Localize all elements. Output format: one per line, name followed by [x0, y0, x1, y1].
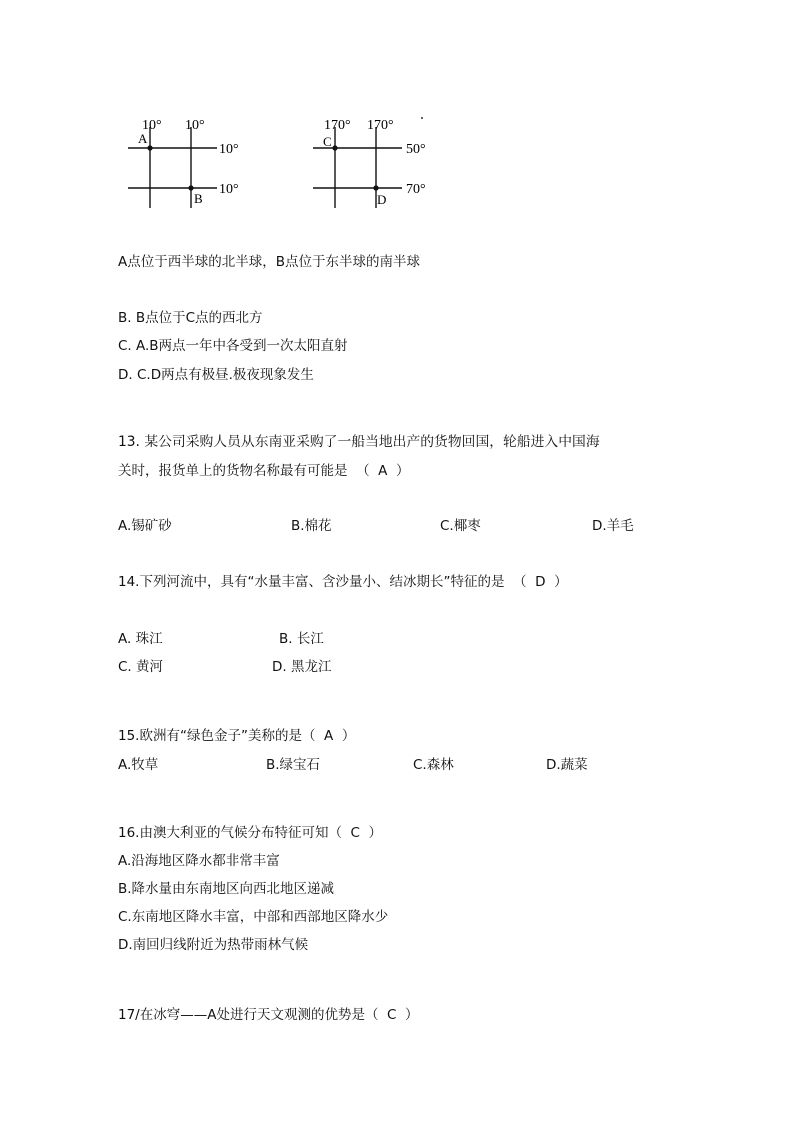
q16-stem: 16.由澳大利亚的气候分布特征可知（ C ）	[118, 825, 383, 841]
right-label: 70°	[406, 182, 426, 197]
top-label: 10°	[142, 118, 162, 133]
q12-option-d: D. C.D两点有极昼.极夜现象发生	[118, 367, 314, 383]
top-label: 170°	[367, 118, 394, 133]
q15-option-a: A.牧草	[118, 757, 159, 773]
point-a-dot	[147, 145, 152, 150]
q12-option-a: A点位于西半球的北半球，B点位于东半球的南半球	[118, 254, 420, 270]
q13-option-c: C.椰枣	[440, 518, 481, 534]
q15-option-d: D.蔬菜	[546, 757, 588, 773]
q16-option-c: C.东南地区降水丰富，中部和西部地区降水少	[118, 909, 389, 925]
q13-option-d: D.羊毛	[592, 518, 634, 534]
q13-stem-line2: 关时，报货单上的货物名称最有可能是 （ A ）	[118, 463, 410, 479]
grid-diagram-right	[310, 112, 450, 212]
point-label-c: C	[323, 134, 332, 149]
q12-option-c: C. A.B两点一年中各受到一次太阳直射	[118, 338, 348, 354]
point-label-d: D	[377, 192, 387, 207]
top-label: 170°	[324, 118, 351, 133]
q15-stem: 15.欧洲有“绿色金子”美称的是（ A ）	[118, 728, 356, 744]
top-label: 10°	[185, 118, 205, 133]
q12-option-b: B. B点位于C点的西北方	[118, 310, 263, 326]
point-label-a: A	[138, 131, 148, 146]
q16-option-d: D.南回归线附近为热带雨林气候	[118, 937, 309, 953]
q14-option-b: B. 长江	[279, 631, 324, 647]
right-label: 10°	[219, 142, 239, 157]
q15-option-b: B.绿宝石	[266, 757, 321, 773]
q16-option-b: B.降水量由东南地区向西北地区递减	[118, 881, 335, 897]
q16-option-a: A.沿海地区降水都非常丰富	[118, 853, 280, 869]
right-label: 10°	[219, 182, 239, 197]
right-label: 50°	[406, 142, 426, 157]
q14-stem: 14.下列河流中，具有“水量丰富、含沙量小、结冰期长”特征的是 （ D ）	[118, 574, 568, 590]
point-d-dot	[373, 185, 378, 190]
q13-stem-line1: 13. 某公司采购人员从东南亚采购了一船当地出产的货物回国，轮船进入中国海	[118, 434, 600, 450]
q17-stem: 17/在冰穹——A处进行天文观测的优势是（ C ）	[118, 1007, 419, 1023]
speck	[421, 117, 423, 119]
q14-option-d: D. 黑龙江	[272, 659, 332, 675]
q14-option-c: C. 黄河	[118, 659, 164, 675]
q14-option-a: A. 珠江	[118, 631, 163, 647]
grid-diagram-left	[125, 112, 245, 212]
point-b-dot	[188, 185, 193, 190]
q13-option-b: B.棉花	[291, 518, 332, 534]
point-c-dot	[332, 145, 337, 150]
q15-option-c: C.森林	[413, 757, 454, 773]
q13-option-a: A.锡矿砂	[118, 518, 172, 534]
point-label-b: B	[194, 191, 203, 206]
